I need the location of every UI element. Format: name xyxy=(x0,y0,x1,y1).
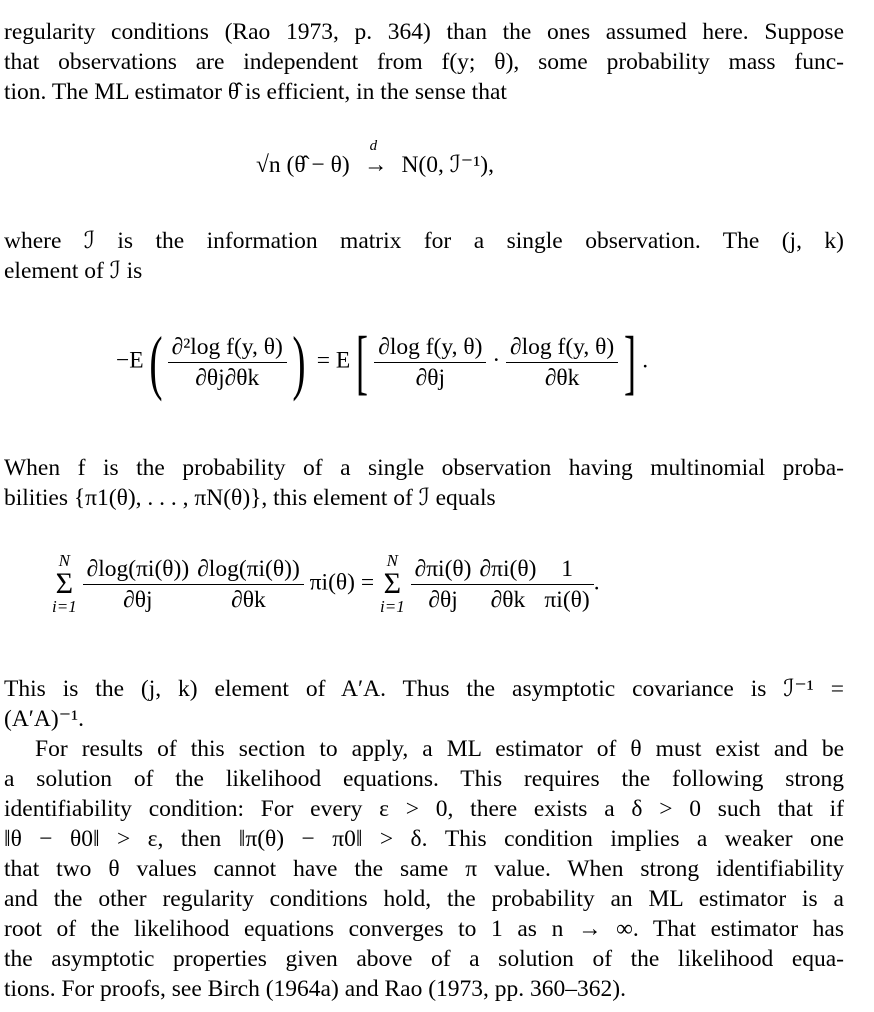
para2-line-2: element of ℐ is xyxy=(4,258,143,284)
eq2-frac-3 xyxy=(506,332,618,393)
para5-line-6: and the other regularity conditions hold, the probability an ML estimator is a xyxy=(4,886,844,912)
eq3-frac-5-den: πi(θ) xyxy=(544,586,590,613)
para3-line-2: bilities {π1(θ), . . . , πN(θ)}, this element of ℐ equals xyxy=(4,485,496,511)
eq2-lead: −E xyxy=(116,347,144,374)
eq1-arrow: → xyxy=(363,152,388,178)
eq2-left-bracket: [ xyxy=(356,322,369,402)
eq3-frac-2-den: ∂θk xyxy=(231,586,266,613)
eq2-frac-3-den: ∂θk xyxy=(544,364,580,391)
eq2-dot: · xyxy=(492,347,501,374)
eq3-frac-4-num: ∂πi(θ) xyxy=(476,554,541,585)
eq1-arrow-label: d xyxy=(369,138,378,154)
para4-line-1: This is the (j, k) element of A′A. Thus the asymptotic covariance is ℐ⁻¹ = xyxy=(4,676,844,702)
eq3-frac-4-den: ∂θk xyxy=(490,586,526,613)
para1-line-1: regularity conditions (Rao 1973, p. 364) than the ones assumed here. Suppose xyxy=(4,19,844,45)
eq3-frac-4 xyxy=(476,554,541,615)
eq2-frac-1-den: ∂θj∂θk xyxy=(195,364,260,391)
eq1-lhs: √n (θ̂ − θ) xyxy=(256,152,350,178)
para2-line-1: where ℐ is the information matrix for a single observation. The (j, k) xyxy=(4,228,844,254)
eq3-sum-1-bottom: i=1 xyxy=(52,597,77,616)
equation-3 xyxy=(52,552,600,616)
para4-line-2: (A′A)⁻¹. xyxy=(4,706,85,732)
eq3-frac-2 xyxy=(193,554,304,615)
eq2-frac-2-den: ∂θj xyxy=(415,364,446,391)
eq3-frac-3-num: ∂πi(θ) xyxy=(411,554,476,585)
eq2-end: . xyxy=(642,347,649,374)
eq3-frac-1-num: ∂log(πi(θ)) xyxy=(83,554,194,585)
eq2-frac-1 xyxy=(168,332,287,393)
eq3-frac-3 xyxy=(411,554,476,615)
eq2-right-paren: ) xyxy=(292,322,306,402)
eq1-rhs: N(0, ℐ⁻¹), xyxy=(401,152,494,178)
para5-line-7: root of the likelihood equations converges to 1 as n → ∞. That estimator has xyxy=(4,916,844,942)
para5-line-5: that two θ values cannot have the same π value. When strong identifiability xyxy=(4,856,844,882)
eq3-sum-1-symbol: Σ xyxy=(55,567,74,600)
eq3-mult: πi(θ) xyxy=(309,569,355,596)
eq3-sum-2-bottom: i=1 xyxy=(380,597,405,616)
para5-line-3: identifiability condition: For every ε > 0, there exists a δ > 0 such that if xyxy=(4,796,844,822)
eq2-equals: = E xyxy=(316,347,351,374)
para5-line-4: ‖θ − θ0‖ > ε, then ‖π(θ) − π0‖ > δ. This condition implies a weaker one xyxy=(4,826,844,852)
para1-line-3: tion. The ML estimator θ̂ is efficient, in the sense that xyxy=(4,79,507,105)
eq3-sum-1-top: N xyxy=(58,551,71,570)
eq3-frac-3-den: ∂θj xyxy=(428,586,458,613)
eq3-sum-2 xyxy=(380,552,405,616)
equation-2 xyxy=(116,322,649,402)
para5-line-1: For results of this section to apply, a ML estimator of θ must exist and be xyxy=(35,736,844,762)
para3-line-1: When f is the probability of a single observation having multinomial proba- xyxy=(4,455,844,481)
eq3-frac-5 xyxy=(540,554,593,615)
eq3-sum-2-symbol: Σ xyxy=(383,567,402,600)
eq3-frac-1-den: ∂θj xyxy=(123,586,153,613)
eq3-frac-5-num: 1 xyxy=(540,554,593,585)
eq3-sum-1 xyxy=(52,552,77,616)
eq2-frac-2 xyxy=(374,332,486,393)
eq3-equals: = xyxy=(360,569,375,596)
para5-line-8: the asymptotic properties given above of a solution of the likelihood equa- xyxy=(4,946,844,972)
eq2-frac-3-num: ∂log f(y, θ) xyxy=(506,332,618,363)
eq3-sum-2-top: N xyxy=(386,551,399,570)
para5-line-2: a solution of the likelihood equations. This requires the following strong xyxy=(4,766,844,792)
equation-1 xyxy=(256,138,494,179)
eq2-frac-1-num: ∂²log f(y, θ) xyxy=(168,332,287,363)
eq2-left-paren: ( xyxy=(149,322,163,402)
eq2-right-bracket: ] xyxy=(624,322,637,402)
eq3-end: . xyxy=(593,569,600,596)
eq3-frac-2-num: ∂log(πi(θ)) xyxy=(193,554,304,585)
eq3-frac-1 xyxy=(83,554,194,615)
para1-line-2: that observations are independent from f(y; θ), some probability mass func- xyxy=(4,49,844,75)
para5-line-9: tions. For proofs, see Birch (1964a) and Rao (1973, pp. 360–362). xyxy=(4,976,627,1002)
eq2-frac-2-num: ∂log f(y, θ) xyxy=(374,332,486,363)
